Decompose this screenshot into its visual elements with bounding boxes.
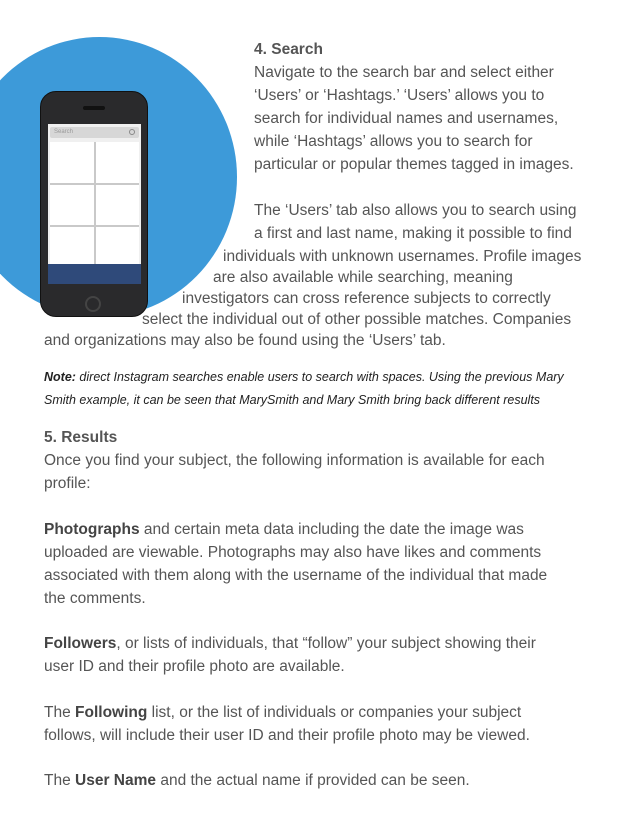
section-4-line: particular or popular themes tagged in images. (254, 156, 574, 173)
grid-cell (50, 142, 94, 183)
photographs-line: uploaded are viewable. Photographs may also have likes and comments (44, 544, 542, 561)
section-5-heading: 5. Results (44, 429, 118, 446)
grid-cell (50, 227, 94, 268)
phone-bottom-bar (48, 264, 141, 284)
section-4-line: investigators can cross reference subjects to correctly (182, 290, 551, 307)
search-icon (129, 129, 135, 135)
phone-speaker (83, 106, 105, 110)
note-line-2: Smith example, it can be seen that MarySmith and Mary Smith bring back different results (44, 393, 541, 407)
followers-term: Followers (44, 635, 117, 652)
note-label: Note: (44, 370, 76, 384)
section-4-line: The ‘Users’ tab also allows you to search using (254, 202, 577, 219)
username-term: User Name (75, 772, 157, 789)
section-4-line: individuals with unknown usernames. Profile images (223, 248, 582, 265)
section-4-line: search for individual names and usernames, (254, 110, 559, 127)
section-4-line: Navigate to the search bar and select either (254, 64, 554, 81)
phone-screen (48, 124, 141, 284)
section-4-line: while ‘Hashtags’ allows you to search for (254, 133, 533, 150)
photographs-line: the comments. (44, 590, 146, 607)
section-4-heading: 4. Search (254, 41, 323, 58)
username-line (44, 770, 470, 792)
photographs-line: associated with them along with the username of the individual that made (44, 567, 548, 584)
following-line: follows, will include their user ID and their profile photo may be viewed. (44, 727, 530, 744)
section-4-line: are also available while searching, meaning (213, 269, 513, 286)
username-pre: The (44, 772, 76, 789)
following-text: list, or the list of individuals or companies your subject (147, 704, 522, 721)
section-4-line: ‘Users’ or ‘Hashtags.’ ‘Users’ allows you to (254, 87, 545, 104)
home-button-icon (85, 296, 101, 312)
grid-cell (96, 227, 140, 268)
section-4-line: select the individual out of other possible matches. Companies (142, 311, 572, 328)
photographs-text: and certain meta data including the date the image was (139, 521, 524, 538)
section-5-intro: profile: (44, 475, 91, 492)
grid-cell (96, 185, 140, 226)
phone-image-grid (50, 142, 139, 268)
note-text: direct Instagram searches enable users to search with spaces. Using the previous Mary (75, 370, 564, 384)
phone-illustration (40, 91, 148, 317)
phone-search-bar (50, 127, 139, 138)
grid-cell (96, 142, 140, 183)
photographs-line (44, 519, 524, 541)
followers-line (44, 633, 536, 655)
followers-line: user ID and their profile photo are available. (44, 658, 345, 675)
grid-cell (50, 185, 94, 226)
note-line-1 (44, 367, 564, 387)
following-pre: The (44, 704, 76, 721)
following-line (44, 702, 521, 724)
section-5-intro: Once you find your subject, the following information is available for each (44, 452, 545, 469)
section-4-line: a first and last name, making it possible to find (254, 225, 572, 242)
phone-search-label: Search (54, 129, 74, 135)
username-text: and the actual name if provided can be seen. (156, 772, 470, 789)
section-4-line: and organizations may also be found using the ‘Users’ tab. (44, 332, 446, 349)
following-term: Following (75, 704, 148, 721)
followers-text: , or lists of individuals, that “follow” your subject showing their (116, 635, 536, 652)
photographs-term: Photographs (44, 521, 140, 538)
